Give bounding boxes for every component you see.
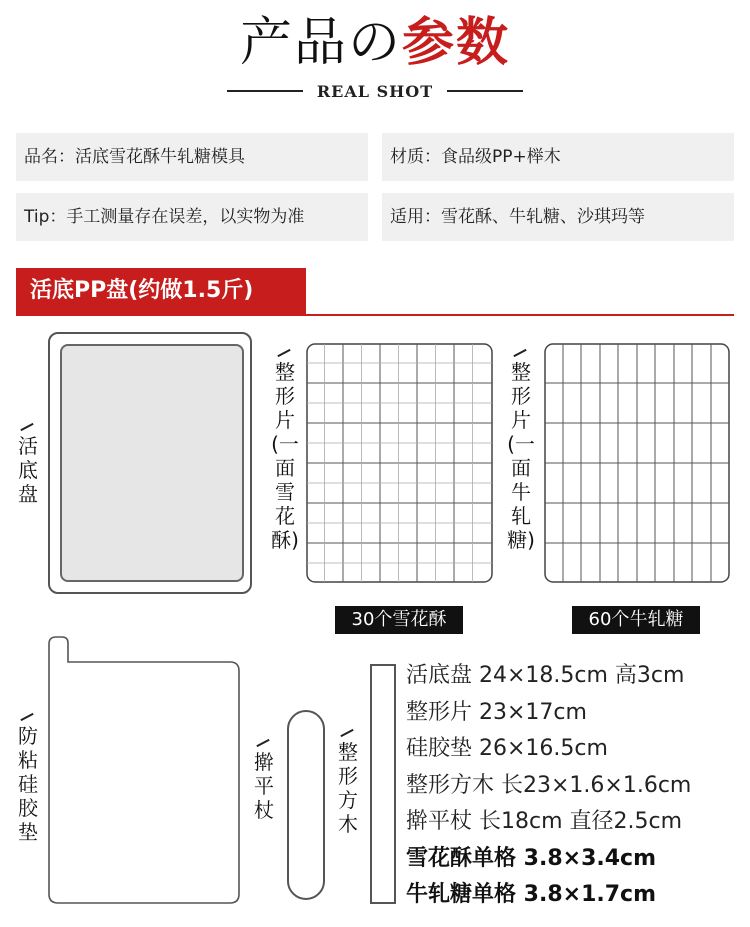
shaper-nougat-grid [544,343,730,583]
roller-illustration [287,710,325,900]
shaper-snow-grid [306,343,493,583]
spec-item: 整形方木 长23×1.6×1.6cm [406,772,692,798]
page-header [0,10,750,76]
roller-label: 擀平杖 [254,750,274,822]
section-banner-rule [16,314,734,316]
shaper-snow-label-slash [277,349,290,357]
spec-item: 硅胶垫 26×16.5cm [406,736,608,761]
mat-label-slash [20,713,33,721]
spec-item: 整形片 23×17cm [406,699,587,725]
subtitle-right-rule [447,90,523,92]
title-black-part: 产品の [239,13,402,73]
tray-label-slash [20,423,33,431]
info-tip: Tip：手工测量存在误差，以实物为准 [16,193,368,241]
spec-item-bold: 雪花酥单格 3.8×3.4cm [406,845,657,871]
stick-label: 整形方木 [338,740,358,836]
stick-label-slash [340,729,353,737]
spec-item: 擀平杖 长18cm 直径2.5cm [406,809,683,834]
spec-list [406,658,746,914]
title-red-part: 参数 [402,12,511,73]
info-material: 材质：食品级PP+榉木 [382,133,734,181]
info-product-name: 品名：活底雪花酥牛轧糖模具 [16,133,368,181]
section-banner: 活底PP盘(约做1.5斤) [16,268,306,314]
info-usage: 适用：雪花酥、牛轧糖、沙琪玛等 [382,193,734,241]
tray-label: 活底盘 [18,434,38,506]
count-snow-label: 30个雪花酥 [335,606,463,634]
shaper-snow-label: 整形片(一面雪花酥) [271,360,299,552]
spec-item: 活底盘 24×18.5cm 高3cm [406,663,685,688]
shaper-nougat-label: 整形片(一面牛轧糖) [507,360,535,552]
stick-illustration [370,664,396,904]
count-nougat-label: 60个牛轧糖 [572,606,700,634]
subtitle: REAL SHOT [316,81,434,101]
subtitle-left-rule [227,90,303,92]
shaper-nougat-label-slash [513,349,526,357]
tray-inner-illustration [60,344,244,582]
subtitle-row [0,80,750,102]
roller-label-slash [256,739,269,747]
mat-label: 防粘硅胶垫 [18,724,38,844]
mat-illustration [48,636,240,904]
page-title [0,10,750,76]
spec-item-bold: 牛轧糖单格 3.8×1.7cm [406,882,657,907]
